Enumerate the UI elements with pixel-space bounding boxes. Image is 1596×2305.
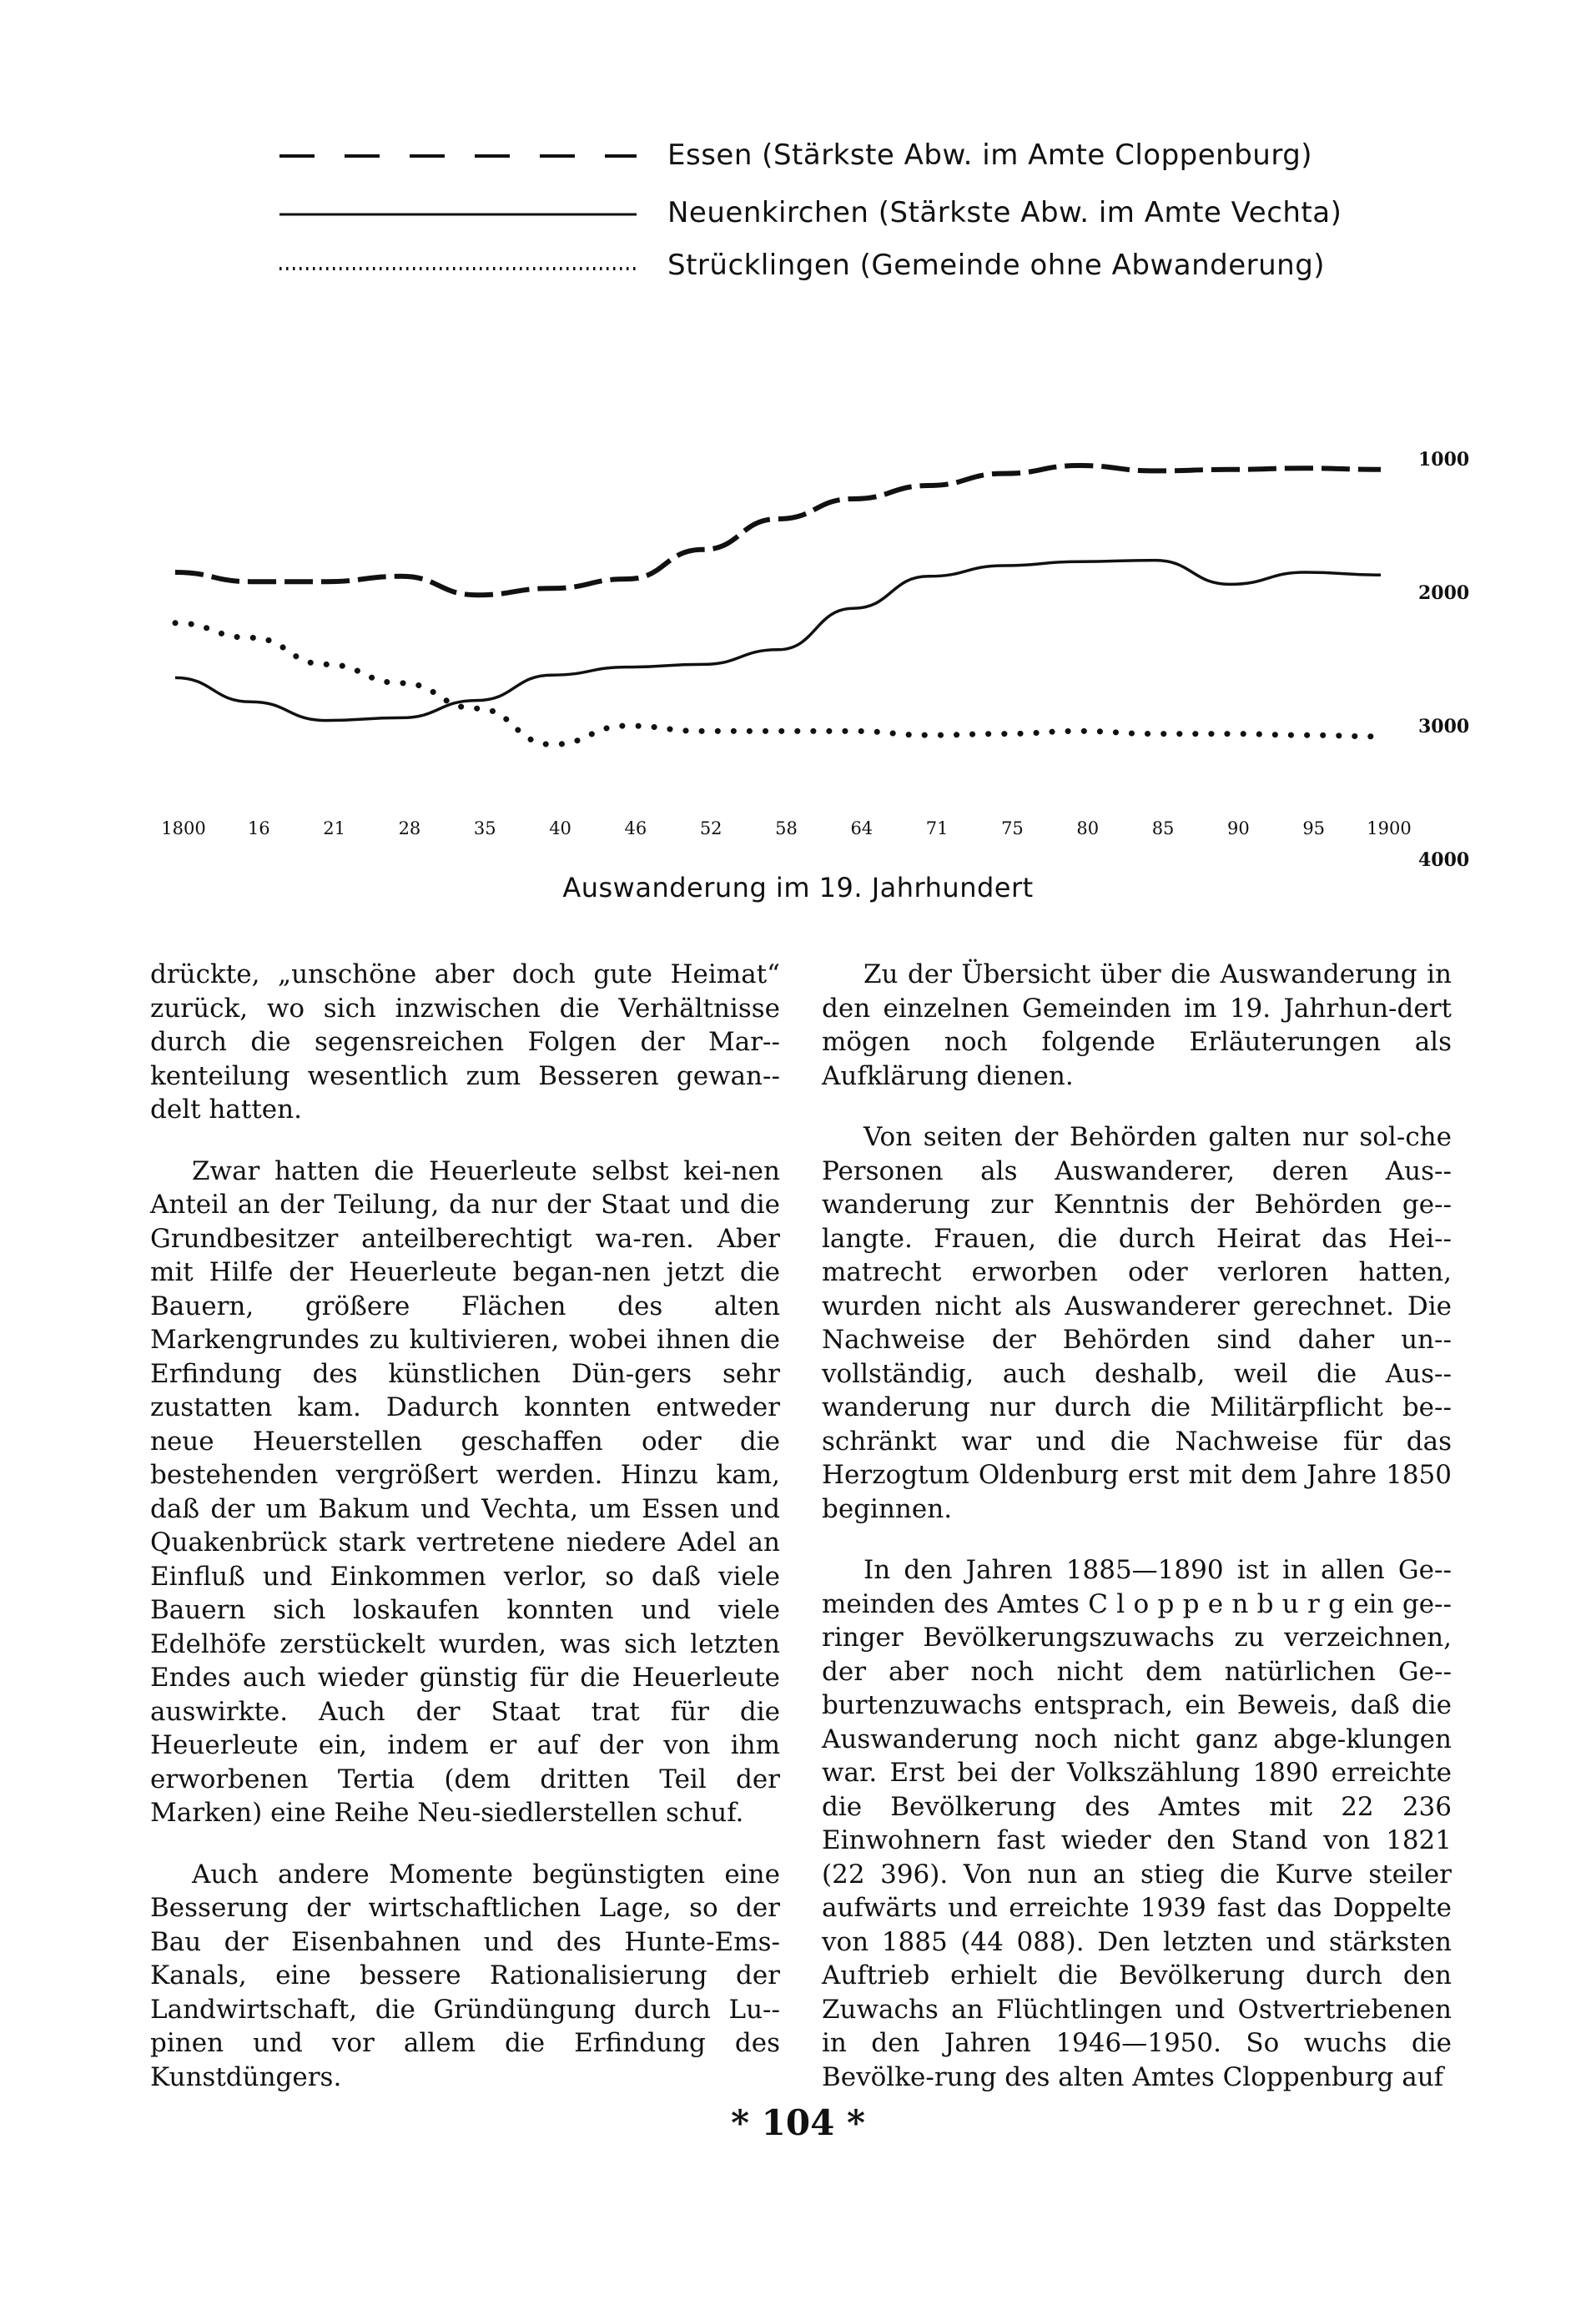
paragraph: Auch andere Momente begünstigten eine Besserung der wirtschaftlichen Lage, so der Bau der Eisenbahnen und des Hunte-Ems-Kanals, eine bessere Rationalisierung der Landwirtschaft, die Gründüngung durch Lu-pinen und vor allem die Erfindung des Kunstdüngers. bbox=[150, 1859, 780, 2092]
x-tick-label: 21 bbox=[323, 818, 345, 838]
y-tick-label: 3000 bbox=[1418, 716, 1470, 737]
paragraph: drückte, „unschöne aber doch gute Heimat“ zurück, wo sich inzwischen die Verhältnisse durch die segensreichen Folgen der Mar-kenteilung wesentlich zum Besseren gewan-delt hatten. bbox=[150, 959, 780, 1125]
emigration-line-chart bbox=[0, 0, 1596, 868]
x-tick-label: 46 bbox=[624, 818, 647, 838]
chart-caption: Auswanderung im 19. Jahrhundert bbox=[562, 872, 1034, 903]
x-tick-label: 90 bbox=[1227, 818, 1250, 838]
paragraph: Zwar hatten die Heuerleute selbst kei-nen Anteil an der Teilung, da nur der Staat und die Grundbesitzer anteilberechtigt wa-ren. Aber mit Hilfe der Heuerleute began-nen jetzt die Bauern, größere Flächen des alten Markengrundes zu kultivieren, wobei ihnen die Erfindung des künstlichen Dün-gers sehr zustatten kam. Dadurch konnten entweder neue Heuerstellen geschaffen oder die bestehenden vergrößert werden. Hinzu kam, daß der um Bakum und Vechta, um Essen und Quakenbrück stark vertretene niedere Adel an Einfluß und Einkommen verlor, so daß viele Bauern sich loskaufen konnten und viele Edelhöfe zerstückelt wurden, was sich letzten Endes auch wieder günstig für die Heuerleute auswirkte. Auch der Staat trat für die Heuerleute ein, indem er auf der von ihm erworbenen Tertia (dem dritten Teil der Marken) eine Reihe Neu-siedlerstellen schuf. bbox=[150, 1155, 780, 1828]
right-text-column bbox=[822, 958, 1452, 2121]
series-line-strcklingen bbox=[175, 623, 1381, 745]
page-number: * 104 * bbox=[731, 2102, 865, 2143]
series-line-neuenkirchen bbox=[175, 561, 1381, 721]
x-tick-label: 95 bbox=[1302, 818, 1326, 838]
y-tick-label: 4000 bbox=[1418, 849, 1470, 868]
x-tick-label: 40 bbox=[549, 818, 571, 838]
paragraph: Von seiten der Behörden galten nur sol-che Personen als Auswanderer, deren Aus-wanderung zur Kenntnis der Behörden ge-langte. Frauen, die durch Heirat das Hei-matrecht erworben oder verloren hatten, wurden nicht als Auswanderer gerechnet. Die Nachweise der Behörden sind daher un-vollständig, auch deshalb, weil die Aus-wanderung nur durch die Militärpflicht be-schränkt war und die Nachweise für das Herzogtum Oldenburg erst mit dem Jahre 1850 beginnen. bbox=[822, 1122, 1452, 1524]
x-tick-label: 1900 bbox=[1367, 818, 1412, 838]
paragraph: Zu der Übersicht über die Auswanderung in den einzelnen Gemeinden im 19. Jahrhun-dert mögen noch folgende Erläuterungen als Aufklärung dienen. bbox=[822, 959, 1452, 1091]
legend-label-struecklingen: Strücklingen (Gemeinde ohne Abwanderung) bbox=[667, 249, 1326, 282]
legend-label-essen: Essen (Stärkste Abw. im Amte Cloppenburg) bbox=[667, 138, 1313, 172]
x-tick-label: 1800 bbox=[161, 818, 206, 838]
y-tick-label: 1000 bbox=[1418, 449, 1470, 471]
x-tick-label: 52 bbox=[699, 818, 722, 838]
legend-label-neuenkirchen: Neuenkirchen (Stärkste Abw. im Amte Vechta) bbox=[667, 196, 1342, 229]
x-tick-label: 75 bbox=[1001, 818, 1024, 838]
y-tick-label: 2000 bbox=[1418, 582, 1470, 604]
x-tick-label: 71 bbox=[925, 818, 949, 838]
x-tick-label: 58 bbox=[775, 818, 798, 838]
x-tick-label: 35 bbox=[473, 818, 496, 838]
x-tick-label: 80 bbox=[1076, 818, 1100, 838]
x-tick-label: 28 bbox=[398, 818, 421, 838]
x-tick-label: 16 bbox=[247, 818, 270, 838]
chart-legend bbox=[279, 156, 637, 269]
x-tick-label: 85 bbox=[1151, 818, 1175, 838]
x-tick-label: 64 bbox=[850, 818, 874, 838]
left-text-column bbox=[150, 958, 780, 2121]
paragraph: In den Jahren 1885—1890 ist in allen Ge-meinden des Amtes C l o p p e n b u r g ein ge-ringer Bevölkerungszuwachs zu verzeichnen, der aber noch nicht dem natürlichen Ge-burtenzuwachs entsprach, ein Beweis, daß die Auswanderung noch nicht ganz abge-klungen war. Erst bei der Volkszählung 1890 erreichte die Bevölkerung des Amtes mit 22 236 Einwohnern fast wieder den Stand von 1821 (22 396). Von nun an stieg die Kurve steiler aufwärts und erreichte 1939 fast das Doppelte von 1885 (44 088). Den letzten und stärksten Auftrieb erhielt die Bevölkerung durch den Zuwachs an Flüchtlingen und Ostvertriebenen in den Jahren 1946—1950. So wuchs die Bevölke-rung des alten Amtes Cloppenburg auf bbox=[822, 1555, 1452, 2092]
